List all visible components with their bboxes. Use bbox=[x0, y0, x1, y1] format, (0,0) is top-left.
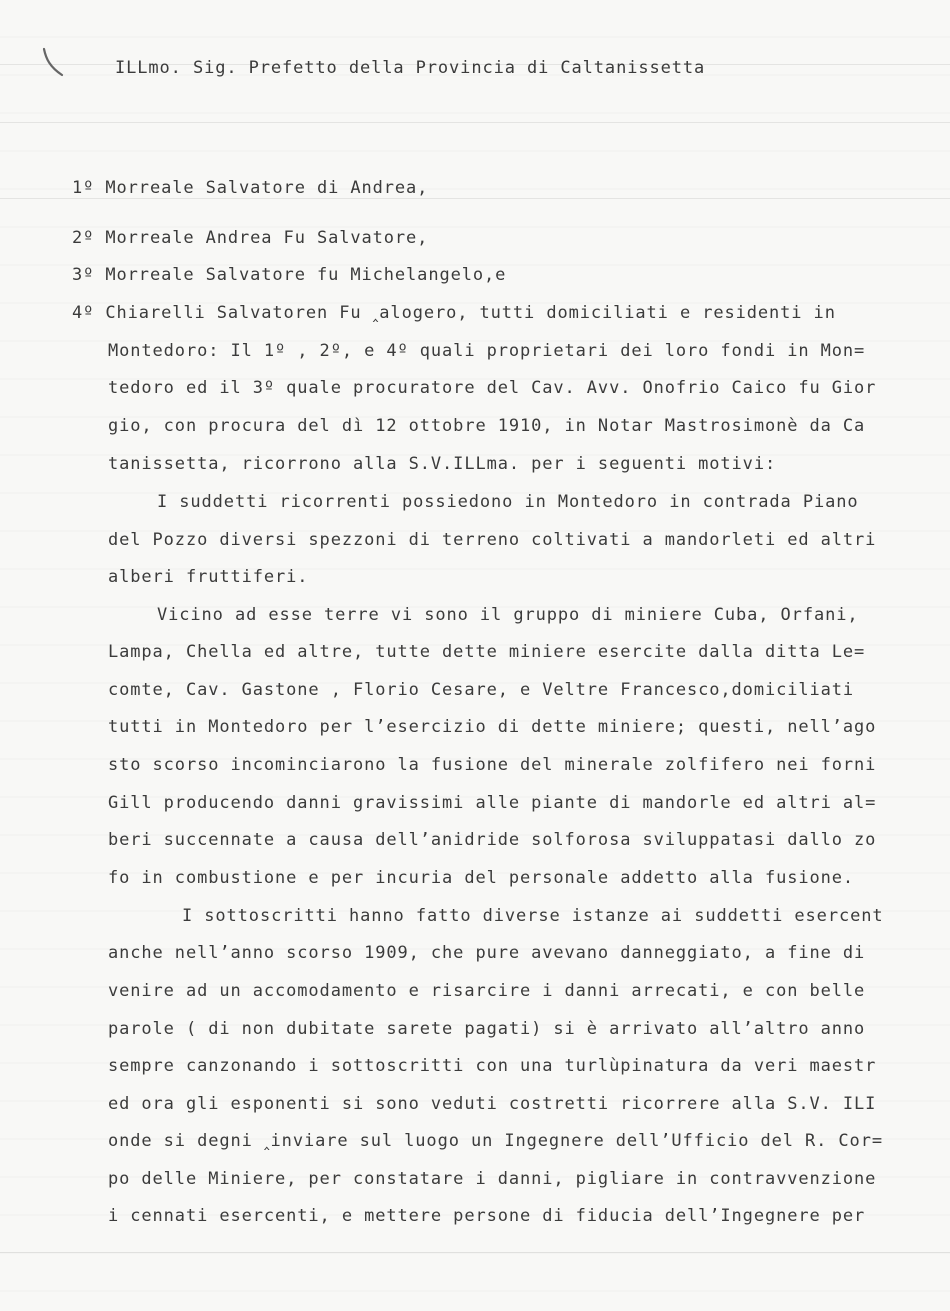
text-line: fo in combustione e per incuria del personale addetto alla fusione. bbox=[108, 868, 855, 888]
text-line: venire ad un accomodamento e risarcire i danni arrecati, e con belle bbox=[108, 981, 866, 1001]
text-line: parole ( di non dubitate sarete pagati) si è arrivato all’altro anno bbox=[108, 1019, 866, 1039]
rule-line bbox=[0, 1252, 950, 1253]
text-line: anche nell’anno scorso 1909, che pure avevano danneggiato, a fine di bbox=[108, 943, 866, 963]
text-line: 3º Morreale Salvatore fu Michelangelo,e bbox=[72, 265, 507, 285]
text-line: 2º Morreale Andrea Fu Salvatore, bbox=[72, 228, 429, 248]
text-line: I suddetti ricorrenti possiedono in Montedoro in contrada Piano bbox=[157, 492, 859, 512]
text-line: comte, Cav. Gastone , Florio Cesare, e Veltre Francesco,domiciliati bbox=[108, 680, 855, 700]
rule-line bbox=[0, 122, 950, 123]
text-line: sempre canzonando i sottoscritti con una turlùpinatura da veri maestr bbox=[108, 1056, 877, 1076]
text-line: Montedoro: Il 1º , 2º, e 4º quali proprietari dei loro fondi in Mon= bbox=[108, 341, 866, 361]
rule-line bbox=[0, 198, 950, 199]
text-line: onde si degni ‸inviare sul luogo un Ingegnere dell’Ufficio del R. Cor= bbox=[108, 1131, 883, 1151]
text-line: po delle Miniere, per constatare i danni, pigliare in contravvenzione bbox=[108, 1169, 877, 1189]
text-line: 1º Morreale Salvatore di Andrea, bbox=[72, 178, 429, 198]
text-line: tedoro ed il 3º quale procuratore del Cav. Avv. Onofrio Caico fu Gior bbox=[108, 378, 877, 398]
heading: ILLmo. Sig. Prefetto della Provincia di Caltanissetta bbox=[115, 58, 706, 78]
text-line: Gill producendo danni gravissimi alle piante di mandorle ed altri al= bbox=[108, 793, 877, 813]
text-line: sto scorso incominciarono la fusione del minerale zolfifero nei forni bbox=[108, 755, 877, 775]
text-line: alberi fruttiferi. bbox=[108, 567, 309, 587]
text-line: I sottoscritti hanno fatto diverse istanze ai suddetti esercent bbox=[182, 906, 884, 926]
text-line: ed ora gli esponenti si sono veduti costretti ricorrere alla S.V. ILI bbox=[108, 1094, 877, 1114]
text-line: i cennati esercenti, e mettere persone di fiducia dell’Ingegnere per bbox=[108, 1206, 866, 1226]
text-line: beri succennate a causa dell’anidride solforosa sviluppatasi dallo zo bbox=[108, 830, 877, 850]
text-line: tanissetta, ricorrono alla S.V.ILLma. per i seguenti motivi: bbox=[108, 454, 777, 474]
text-line: tutti in Montedoro per l’esercizio di dette miniere; questi, nell’ago bbox=[108, 717, 877, 737]
text-line: Vicino ad esse terre vi sono il gruppo di miniere Cuba, Orfani, bbox=[157, 605, 859, 625]
text-line: 4º Chiarelli Salvatoren Fu ‸alogero, tutti domiciliati e residenti in bbox=[72, 303, 836, 323]
text-line: del Pozzo diversi spezzoni di terreno coltivati a mandorleti ed altri bbox=[108, 530, 877, 550]
text-line: gio, con procura del dì 12 ottobre 1910, in Notar Mastrosimonè da Ca bbox=[108, 416, 866, 436]
pencil-mark bbox=[40, 45, 66, 81]
text-line: Lampa, Chella ed altre, tutte dette miniere esercite dalla ditta Le= bbox=[108, 642, 866, 662]
